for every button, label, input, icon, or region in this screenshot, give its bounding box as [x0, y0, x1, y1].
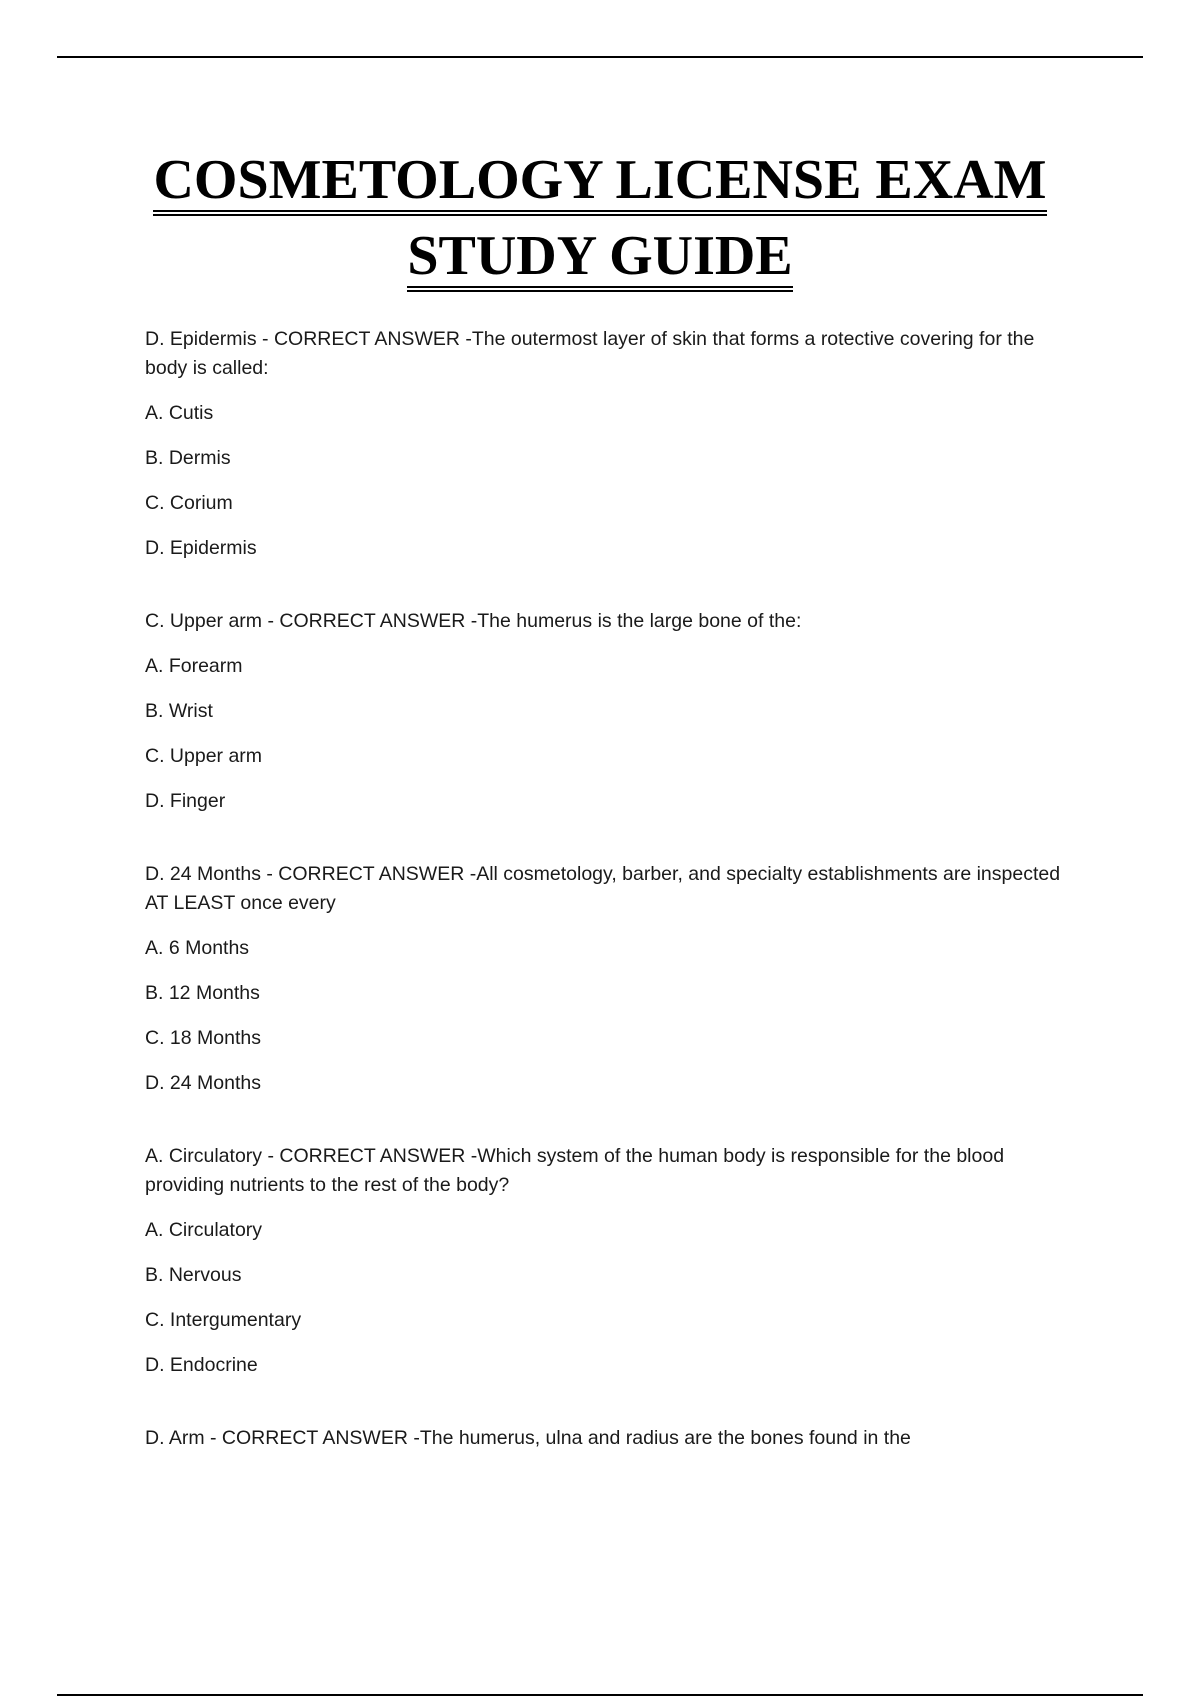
question-prompt: D. Arm - CORRECT ANSWER -The humerus, ulna and radius are the bones found in the — [145, 1427, 911, 1449]
top-rule — [57, 56, 1143, 58]
answer-option: B. Dermis — [145, 447, 231, 469]
answer-option: C. 18 Months — [145, 1027, 261, 1049]
question-prompt: D. Epidermis - CORRECT ANSWER -The outermost layer of skin that forms a rotective covering for the body is called: — [145, 328, 1035, 379]
question-block — [145, 607, 1065, 816]
title-line-1: COSMETOLOGY LICENSE EXAM — [153, 152, 1046, 216]
answer-option: C. Intergumentary — [145, 1309, 302, 1331]
question-block — [145, 325, 1065, 563]
question-list — [145, 325, 1065, 1497]
answer-option: C. Corium — [145, 492, 233, 514]
answer-option: B. Nervous — [145, 1264, 242, 1286]
answer-option: A. 6 Months — [145, 937, 250, 959]
answer-option: D. Finger — [145, 790, 226, 812]
answer-option: D. Endocrine — [145, 1354, 258, 1376]
answer-option: C. Upper arm — [145, 745, 263, 767]
question-block — [145, 1424, 1065, 1453]
page-title — [0, 148, 1200, 292]
answer-option: A. Cutis — [145, 402, 214, 424]
question-prompt: A. Circulatory - CORRECT ANSWER -Which system of the human body is responsible for the blood providing nutrients to the rest of the body? — [145, 1145, 1005, 1196]
answer-option: B. 12 Months — [145, 982, 260, 1004]
answer-option: D. Epidermis — [145, 537, 257, 559]
bottom-rule — [57, 1694, 1143, 1696]
answer-option: A. Circulatory — [145, 1219, 263, 1241]
title-line-2: STUDY GUIDE — [407, 228, 792, 292]
answer-option: B. Wrist — [145, 700, 213, 722]
question-block — [145, 1142, 1065, 1380]
answer-option: D. 24 Months — [145, 1072, 261, 1094]
question-block — [145, 860, 1065, 1098]
answer-option: A. Forearm — [145, 655, 243, 677]
question-prompt: D. 24 Months - CORRECT ANSWER -All cosmetology, barber, and specialty establishments are inspected AT LEAST once every — [145, 863, 1061, 914]
question-prompt: C. Upper arm - CORRECT ANSWER -The humerus is the large bone of the: — [145, 610, 802, 632]
